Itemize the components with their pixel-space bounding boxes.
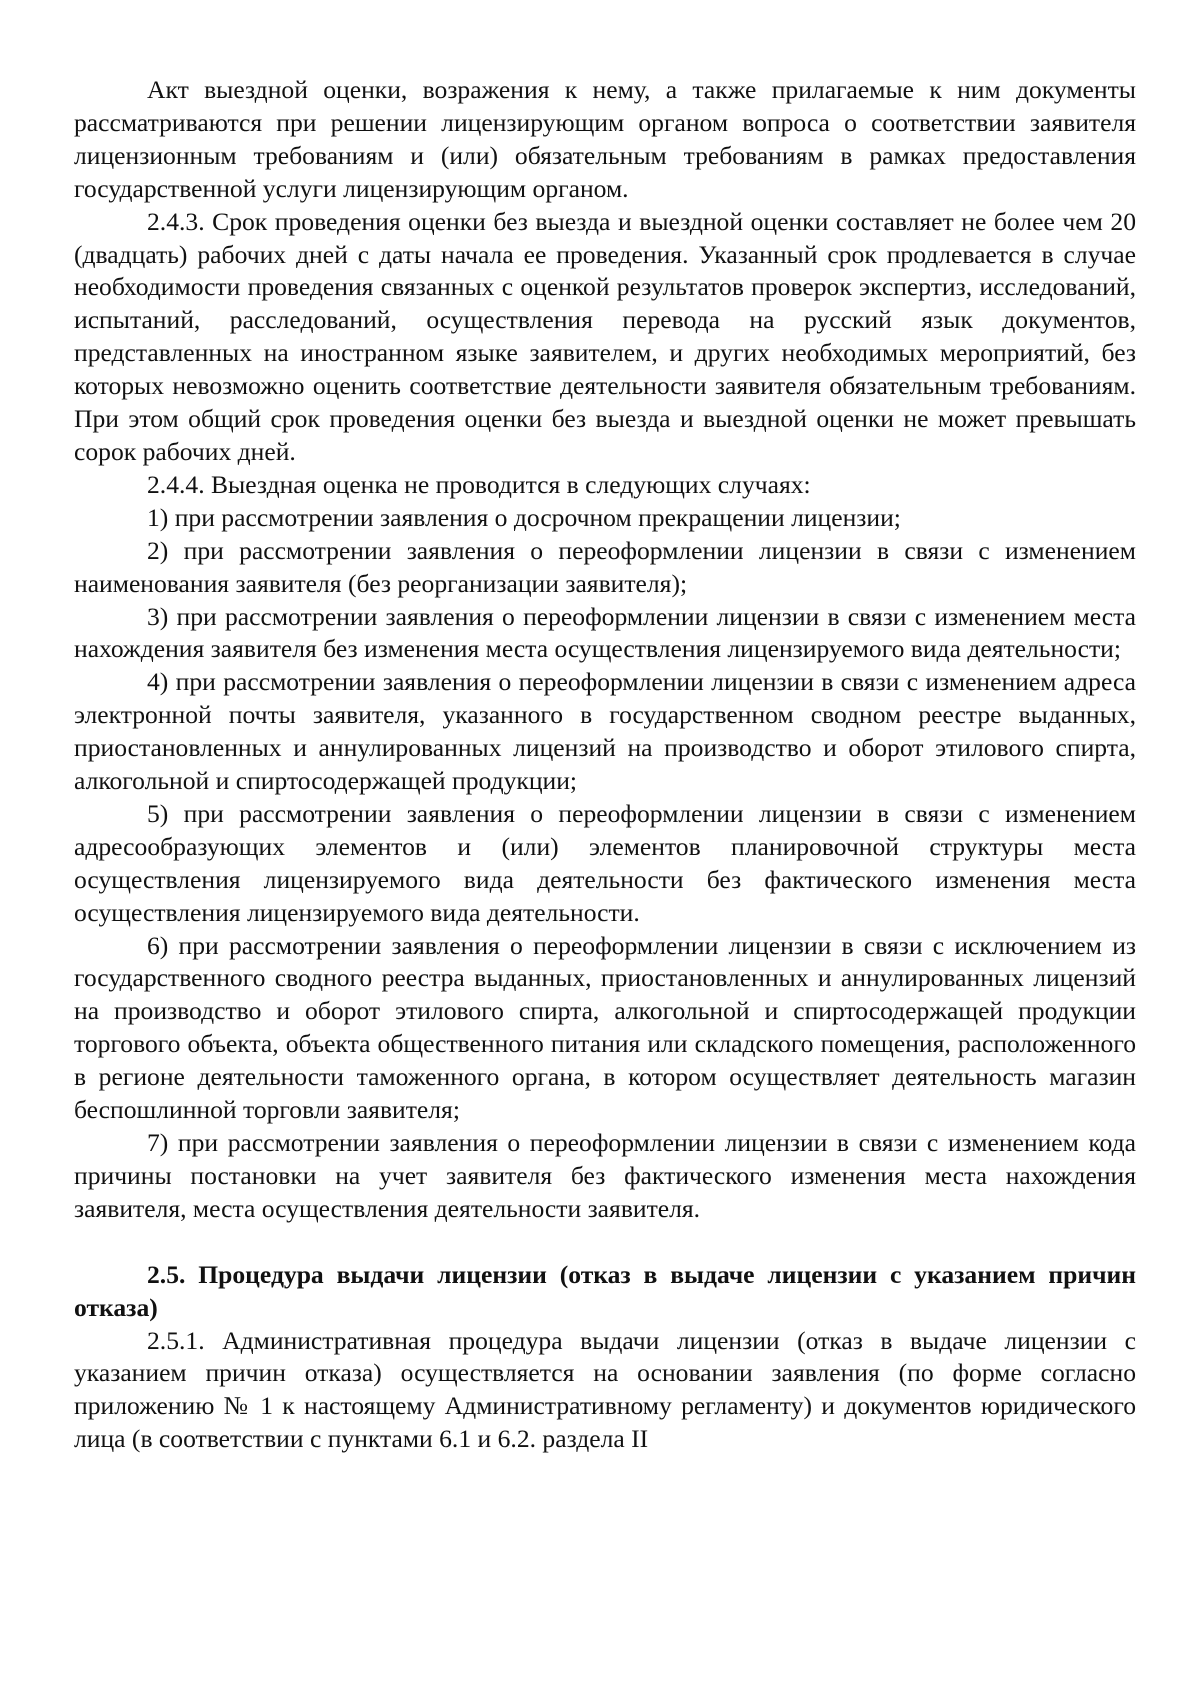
list-item-2: 2) при рассмотрении заявления о переоформлении лицензии в связи с изменением наименования заявителя (без реорганизации заявителя); <box>74 535 1136 598</box>
paragraph-2-4-3: 2.4.3. Срок проведения оценки без выезда и выездной оценки составляет не более чем 20 (двадцать) рабочих дней с даты начала ее проведения. Указанный срок продлевается в случае необходимости проведения связанных с оценкой результатов проверок экспертиз, исследований, испытаний, расследований, осуществления перевода на русский язык документов, представленных на иностранном языке заявителем, и других необходимых мероприятий, без которых невозможно оценить соответствие деятельности заявителя обязательным требованиям. При этом общий срок проведения оценки без выезда и выездной оценки не может превышать сорок рабочих дней. <box>74 206 1136 466</box>
list-item-7: 7) при рассмотрении заявления о переоформлении лицензии в связи с изменением кода причины постановки на учет заявителя без фактического изменения места нахождения заявителя, места осуществления деятельности заявителя. <box>74 1128 1136 1223</box>
list-item-4: 4) при рассмотрении заявления о переоформлении лицензии в связи с изменением адреса электронной почты заявителя, указанного в государственном сводном реестре выданных, приостановленных и аннулированных лицензий на производство и оборот этилового спирта, алкогольной и спиртосодержащей продукции; <box>74 667 1136 796</box>
paragraph-2-4-4: 2.4.4. Выездная оценка не проводится в следующих случаях: <box>147 469 811 499</box>
paragraph-2-5-1: 2.5.1. Административная процедура выдачи лицензии (отказ в выдаче лицензии с указанием причин отказа) осуществляется на основании заявления (по форме согласно приложению № 1 к настоящему Административному регламенту) и документов юридического лица (в соответствии с пунктами 6.1 и 6.2. раздела II <box>74 1325 1136 1454</box>
list-item-5: 5) при рассмотрении заявления о переоформлении лицензии в связи с изменением адресообразующих элементов и (или) элементов планировочной структуры места осуществления лицензируемого вида деятельности без фактического изменения места осуществления лицензируемого вида деятельности. <box>74 798 1136 927</box>
list-item-1: 1) при рассмотрении заявления о досрочном прекращении лицензии; <box>147 502 901 532</box>
list-item-3: 3) при рассмотрении заявления о переоформлении лицензии в связи с изменением места нахождения заявителя без изменения места осуществления лицензируемого вида деятельности; <box>74 601 1136 664</box>
document-page <box>74 74 1136 1456</box>
paragraph-act-review: Акт выездной оценки, возражения к нему, а также прилагаемые к ним документы рассматриваются при решении лицензирующим органом вопроса о соответствии заявителя лицензионным требованиям и (или) обязательным требованиям в рамках предоставления государственной услуги лицензирующим органом. <box>74 75 1136 203</box>
section-heading-2-5: 2.5. Процедура выдачи лицензии (отказ в выдаче лицензии с указанием причин отказа) <box>74 1259 1136 1322</box>
list-item-6: 6) при рассмотрении заявления о переоформлении лицензии в связи с исключением из государственного сводного реестра выданных, приостановленных и аннулированных лицензий на производство и оборот этилового спирта, алкогольной и спиртосодержащей продукции торгового объекта, объекта общественного питания или складского помещения, расположенного в регионе деятельности таможенного органа, в котором осуществляет деятельность магазин беспошлинной торговли заявителя; <box>74 930 1136 1125</box>
